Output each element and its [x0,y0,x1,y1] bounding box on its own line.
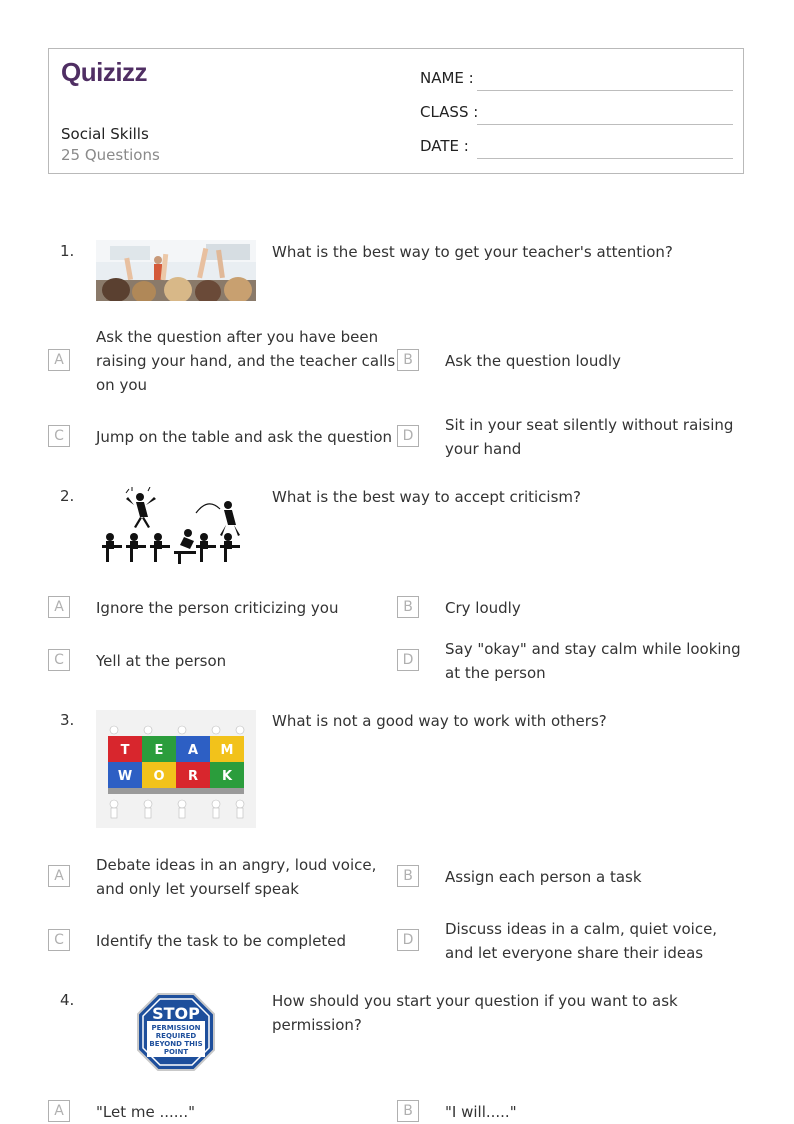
stop-sign-line3: BEYOND THIS [149,1040,203,1048]
puzzle-letter-w: W [117,769,133,784]
option-b-letter[interactable]: B [397,1100,419,1122]
option-d-letter[interactable]: D [397,425,419,447]
classroom-cartoon-image [96,487,256,567]
option-d-letter[interactable]: D [397,649,419,671]
question-number: 4. [60,991,75,1009]
option-c-letter[interactable]: C [48,425,70,447]
puzzle-letter-m: M [220,743,234,758]
question-text: What is not a good way to work with others? [272,712,607,730]
stop-sign-line2: REQUIRED [155,1032,197,1040]
stop-sign-title: STOP [152,1004,200,1023]
puzzle-letter-r: R [187,769,199,784]
option-b-text[interactable]: "I will....." [445,1103,517,1121]
question-number: 2. [60,487,75,505]
option-a-text[interactable]: Ignore the person criticizing you [96,599,339,617]
option-b-letter[interactable]: B [397,596,419,618]
option-d-letter[interactable]: D [397,929,419,951]
option-b-letter[interactable]: B [397,865,419,887]
option-c-text[interactable]: Identify the task to be completed [96,932,347,950]
date-label: DATE : [420,137,469,155]
option-d-text[interactable]: Sit in your seat silently without raising your hand [445,416,734,458]
puzzle-letter-k: K [221,769,233,784]
option-b-text[interactable]: Assign each person a task [445,868,642,886]
question-number: 3. [60,711,75,729]
stop-sign-line1: PERMISSION [151,1024,201,1032]
class-label: CLASS : [420,103,479,121]
option-a-letter[interactable]: A [48,1100,70,1122]
name-label: NAME : [420,69,474,87]
option-c-letter[interactable]: C [48,649,70,671]
option-b-text[interactable]: Cry loudly [445,599,521,617]
name-field[interactable] [420,69,733,91]
option-a-text[interactable]: Debate ideas in an angry, loud voice, and only let yourself speak [96,856,377,898]
date-line[interactable] [477,158,733,159]
puzzle-letter-o: O [153,769,165,784]
option-c-letter[interactable]: C [48,929,70,951]
option-b-letter[interactable]: B [397,349,419,371]
stop-sign-image [96,990,256,1074]
option-d-text[interactable]: Say "okay" and stay calm while looking at the person [445,640,741,682]
classroom-image [96,240,256,301]
option-d-text[interactable]: Discuss ideas in a calm, quiet voice, and let everyone share their ideas [445,920,718,962]
option-a-letter[interactable]: A [48,865,70,887]
puzzle-letter-t: T [120,743,130,758]
option-a-text[interactable]: "Let me ......" [96,1103,195,1121]
question-text: What is the best way to get your teacher's attention? [272,243,673,261]
option-a-letter[interactable]: A [48,596,70,618]
worksheet-title: Social Skills [61,125,149,143]
option-b-text[interactable]: Ask the question loudly [445,352,621,370]
question-count: 25 Questions [61,146,160,164]
puzzle-letter-a: A [187,743,199,758]
question-text: How should you start your question if you want to ask permission? [272,992,678,1034]
option-a-letter[interactable]: A [48,349,70,371]
class-line[interactable] [477,124,733,125]
puzzle-letter-e: E [154,743,164,758]
option-c-text[interactable]: Yell at the person [96,652,227,670]
quizizz-logo: Quizizz [61,57,148,87]
worksheet-header [48,48,744,174]
teamwork-puzzle-image [96,710,256,828]
question-text: What is the best way to accept criticism? [272,488,581,506]
option-c-text[interactable]: Jump on the table and ask the question [96,428,393,446]
question-number: 1. [60,242,75,260]
stop-sign-line4: POINT [163,1048,189,1056]
class-field[interactable] [420,103,733,125]
name-line[interactable] [477,90,733,91]
option-a-text[interactable]: Ask the question after you have been raising your hand, and the teacher calls on you [96,328,396,394]
date-field[interactable] [420,137,733,159]
